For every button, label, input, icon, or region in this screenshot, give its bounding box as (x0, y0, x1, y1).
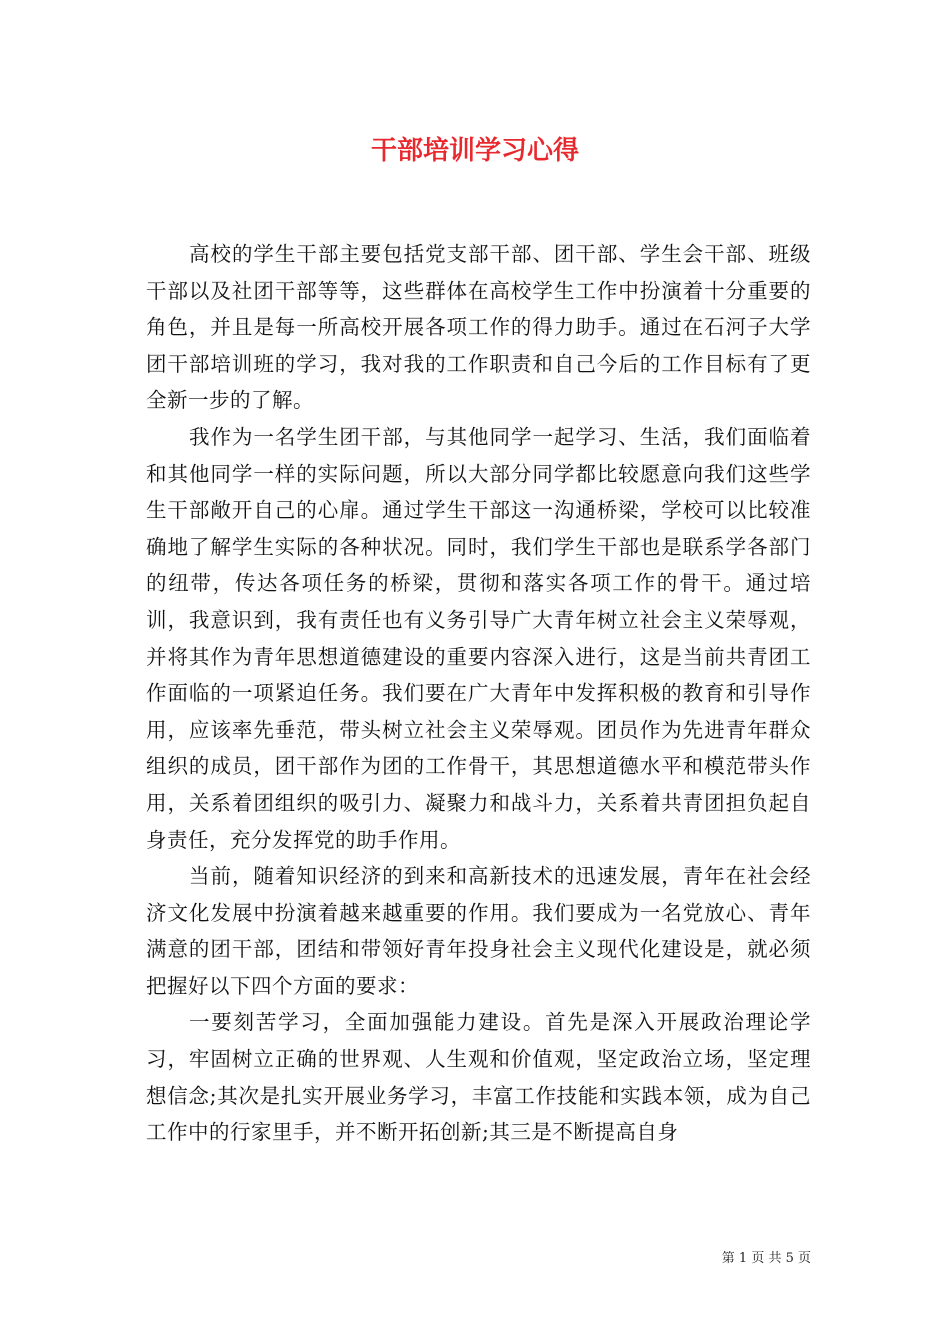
document-body (146, 236, 811, 1151)
document-title: 干部培训学习心得 (370, 136, 579, 166)
paragraph: 当前，随着知识经济的到来和高新技术的迅速发展，青年在社会经济文化发展中扮演着越来越重要的作用。我们要成为一名党放心、青年满意的团干部，团结和带领好青年投身社会主义现代化建设是，就必须把握好以下四个方面的要求： (146, 864, 811, 998)
paragraph: 一要刻苦学习，全面加强能力建设。首先是深入开展政治理论学习，牢固树立正确的世界观、人生观和价值观，坚定政治立场，坚定理想信念;其次是扎实开展业务学习，丰富工作技能和实践本领，成为自己工作中的行家里手，并不断开拓创新;其三是不断提高自身 (146, 1010, 811, 1145)
page-number-footer: 第 1 页 共 5 页 (721, 1251, 811, 1266)
paragraph: 高校的学生干部主要包括党支部干部、团干部、学生会干部、班级干部以及社团干部等等，这些群体在高校学生工作中扮演着十分重要的角色，并且是每一所高校开展各项工作的得力助手。通过在石河子大学团干部培训班的学习，我对我的工作职责和自己今后的工作目标有了更全新一步的了解。 (146, 242, 811, 413)
paragraph: 我作为一名学生团干部，与其他同学一起学习、生活，我们面临着和其他同学一样的实际问题，所以大部分同学都比较愿意向我们这些学生干部敞开自己的心扉。通过学生干部这一沟通桥梁，学校可以比较准确地了解学生实际的各种状况。同时，我们学生干部也是联系学各部门的纽带，传达各项任务的桥梁，贯彻和落实各项工作的骨干。通过培训，我意识到，我有责任也有义务引导广大青年树立社会主义荣辱观，并将其作为青年思想道德建设的重要内容深入进行，这是当前共青团工作面临的一项紧迫任务。我们要在广大青年中发挥积极的教育和引导作用，应该率先垂范，带头树立社会主义荣辱观。团员作为先进青年群众组织的成员，团干部作为团的工作骨干，其思想道德水平和模范带头作用，关系着团组织的吸引力、凝聚力和战斗力，关系着共青团担负起自身责任，充分发挥党的助手作用。 (146, 424, 811, 852)
